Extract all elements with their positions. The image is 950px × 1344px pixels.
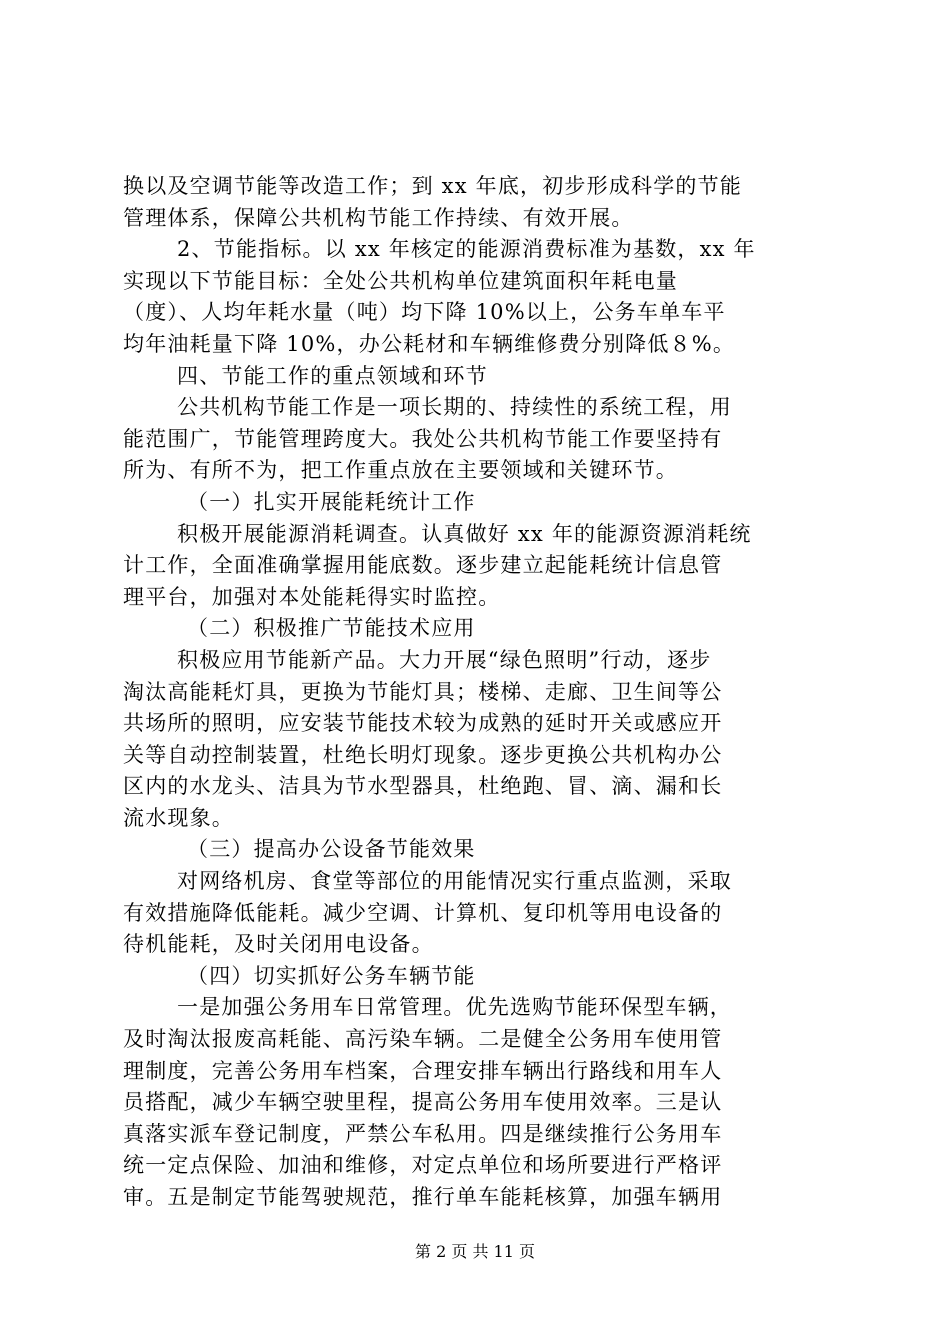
text-line: 均年油耗量下降 10%，办公耗材和车辆维修费分别降低８%。 [123, 331, 736, 356]
text-line: 公共机构节能工作是一项长期的、持续性的系统工程，用 [177, 395, 732, 420]
text-line: 有效措施降低能耗。减少空调、计算机、复印机等用电设备的 [123, 900, 723, 925]
text-line: 四、节能工作的重点领域和环节 [177, 363, 488, 388]
section-heading-line: （四）切实抓好公务车辆节能 [187, 963, 476, 988]
section-heading-line: （二）积极推广节能技术应用 [187, 616, 476, 641]
page-footer: 第 2 页 共 11 页 [415, 1242, 535, 1261]
text-line: 积极应用节能新产品。大力开展“绿色照明”行动，逐步 [177, 647, 712, 672]
text-line: 理制度，完善公务用车档案，合理安排车辆出行路线和用车人 [123, 1058, 723, 1083]
text-line: 淘汰高能耗灯具，更换为节能灯具；楼梯、走廊、卫生间等公 [123, 679, 723, 704]
text-line: 所为、有所不为，把工作重点放在主要领域和关键环节。 [123, 458, 678, 483]
text-line: 计工作，全面准确掌握用能底数。逐步建立起能耗统计信息管 [123, 553, 723, 578]
text-line: 流水现象。 [123, 805, 234, 830]
text-line: 关等自动控制装置，杜绝长明灯现象。逐步更换公共机构办公 [123, 742, 723, 767]
section-heading-line: （一）扎实开展能耗统计工作 [187, 489, 476, 514]
text-line: 待机能耗，及时关闭用电设备。 [123, 932, 434, 957]
text-line: 能范围广，节能管理跨度大。我处公共机构节能工作要坚持有 [123, 426, 723, 451]
text-line: 及时淘汰报废高耗能、高污染车辆。二是健全公务用车使用管 [123, 1027, 723, 1052]
text-line: 换以及空调节能等改造工作；到 xx 年底，初步形成科学的节能 [123, 174, 743, 198]
text-line: （度）、人均年耗水量（吨）均下降 10%以上，公务车单车平 [123, 300, 726, 325]
text-line: 统一定点保险、加油和维修，对定点单位和场所要进行严格评 [123, 1153, 723, 1178]
section-heading-line: （三）提高办公设备节能效果 [187, 837, 476, 862]
text-line: 员搭配，减少车辆空驶里程，提高公务用车使用效率。三是认 [123, 1090, 723, 1115]
text-line: 对网络机房、食堂等部位的用能情况实行重点监测，采取 [177, 869, 732, 894]
text-line: 真落实派车登记制度，严禁公车私用。四是继续推行公务用车 [123, 1121, 723, 1146]
text-line: 区内的水龙头、洁具为节水型器具，杜绝跑、冒、滴、漏和长 [123, 774, 723, 799]
document-body [123, 171, 835, 1214]
text-line: 管理体系，保障公共机构节能工作持续、有效开展。 [123, 205, 634, 230]
text-line: 2、节能指标。以 xx 年核定的能源消费标准为基数，xx 年 [177, 237, 756, 262]
text-line: 实现以下节能目标：全处公共机构单位建筑面积年耗电量 [123, 268, 678, 293]
text-line: 审。五是制定节能驾驶规范，推行单车能耗核算，加强车辆用 [123, 1185, 723, 1209]
text-line: 积极开展能源消耗调查。认真做好 xx 年的能源资源消耗统 [177, 521, 752, 546]
text-line: 一是加强公务用车日常管理。优先选购节能环保型车辆， [177, 995, 732, 1020]
text-line: 理平台，加强对本处能耗得实时监控。 [123, 584, 501, 609]
text-line: 共场所的照明，应安装节能技术较为成熟的延时开关或感应开 [123, 711, 723, 736]
